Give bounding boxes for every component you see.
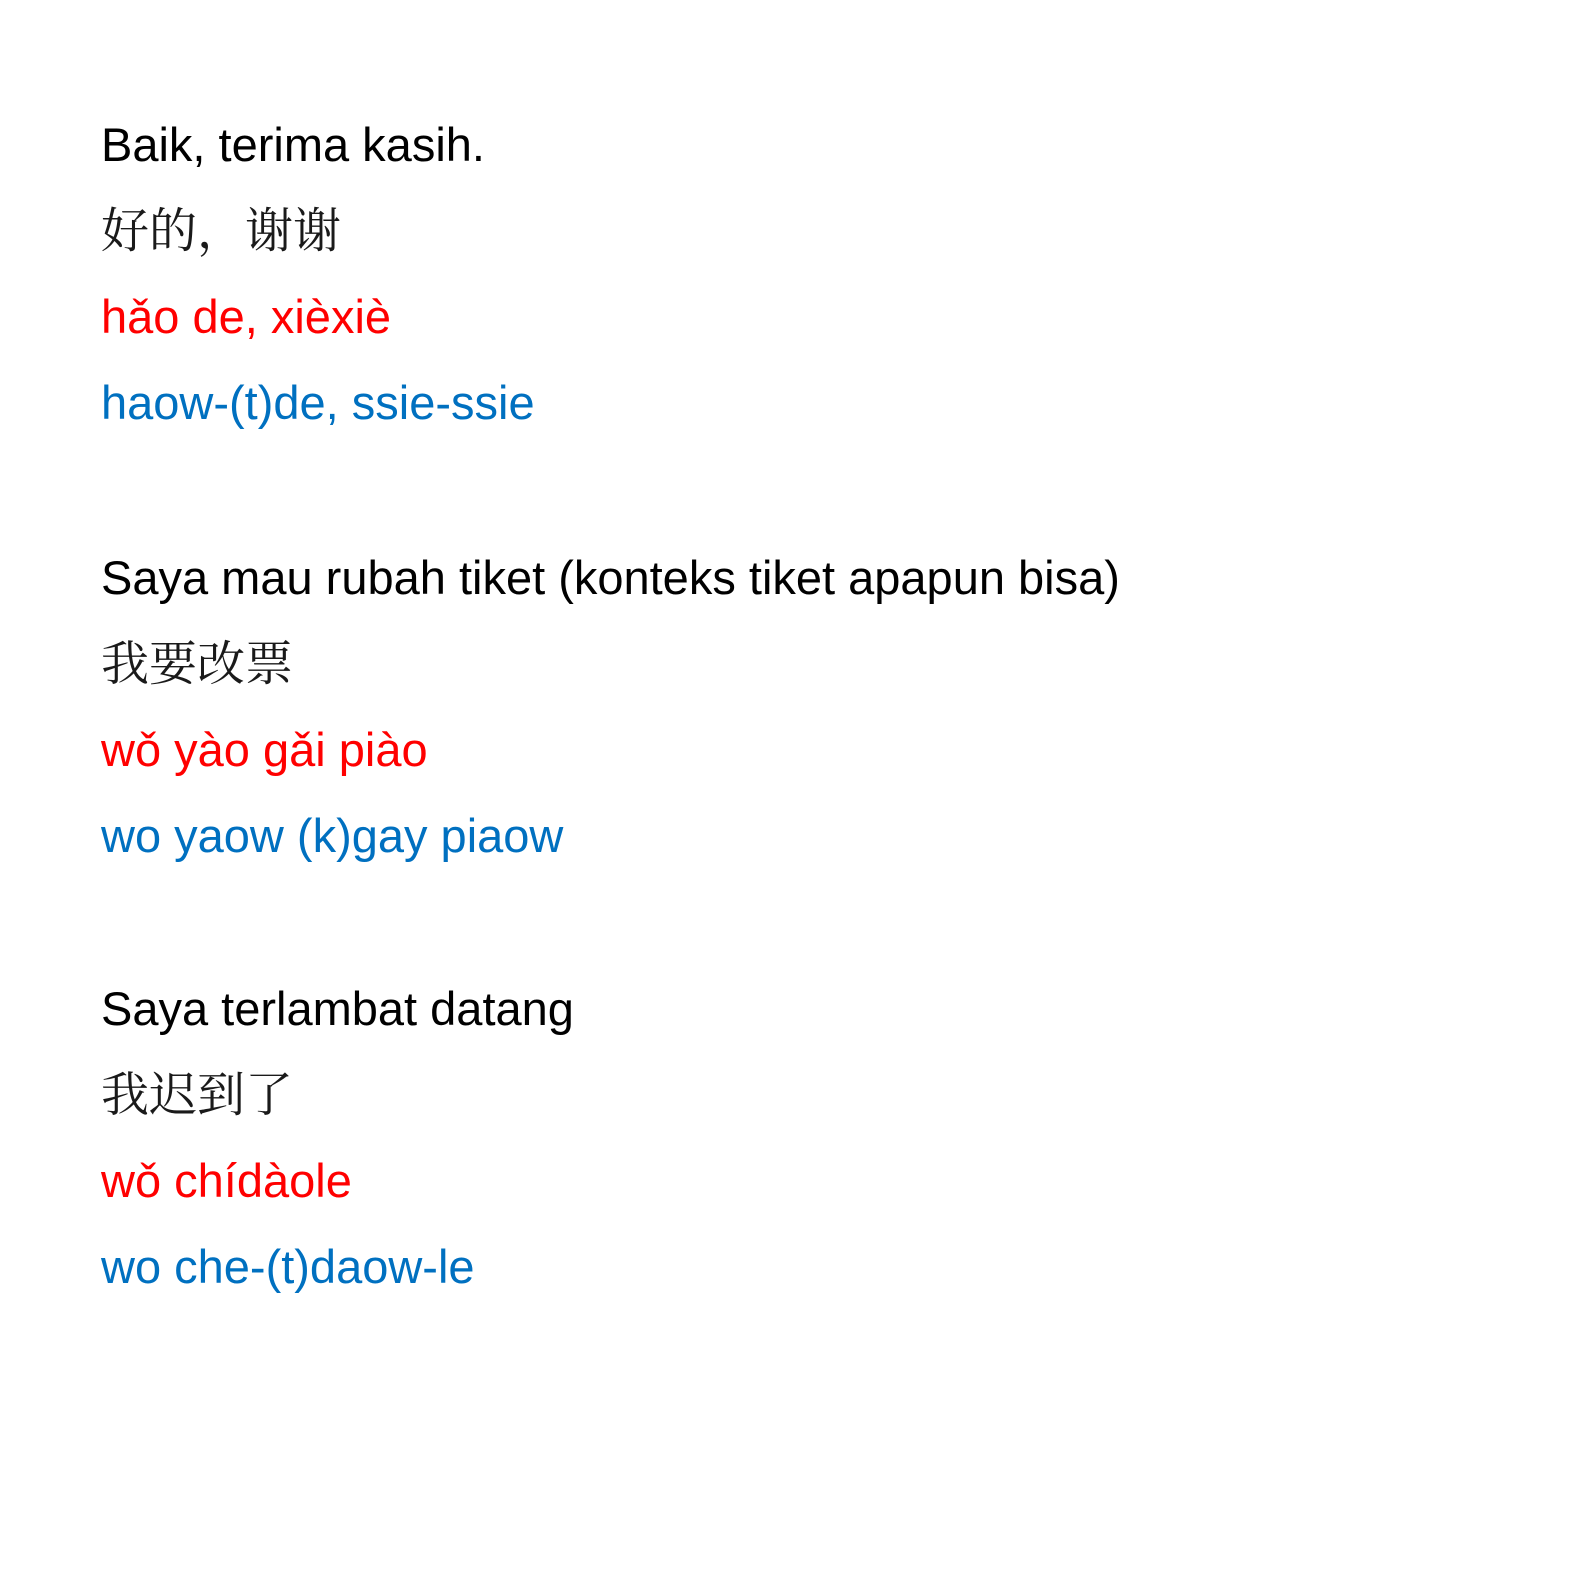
pinyin-text: wǒ chídàole (101, 1154, 352, 1207)
indonesian-text: Baik, terima kasih. (101, 118, 485, 171)
chinese-characters: 好的，谢谢 (101, 203, 342, 259)
chinese-characters: 我迟到了 (101, 1067, 294, 1123)
indonesian-text: Saya mau rubah tiket (konteks tiket apapun bisa) (101, 551, 1120, 604)
phrase-block (101, 112, 1501, 456)
pronunciation-guide: wo yaow (k)gay piaow (101, 809, 564, 862)
pronunciation-guide: wo che-(t)daow-le (101, 1240, 475, 1293)
chinese-characters: 我要改票 (101, 636, 294, 692)
pronunciation-guide: haow-(t)de, ssie-ssie (101, 376, 535, 429)
pinyin-text: hǎo de, xièxiè (101, 290, 392, 343)
indonesian-text: Saya terlambat datang (101, 982, 574, 1035)
phrase-block (101, 976, 1501, 1320)
pinyin-text: wǒ yào gǎi piào (101, 723, 428, 776)
phrase-block (101, 545, 1501, 889)
